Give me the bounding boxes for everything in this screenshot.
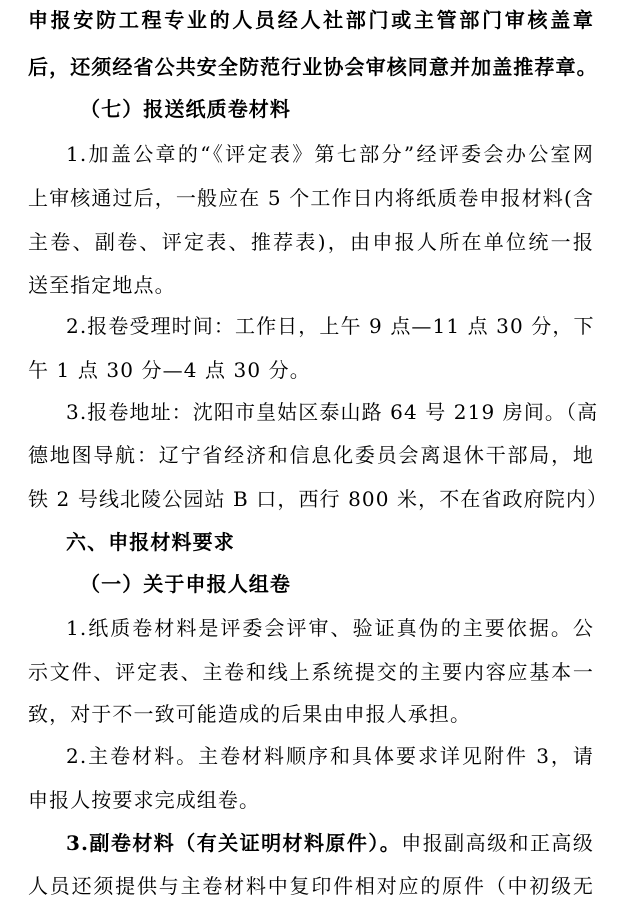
paragraph-line: 主卷、副卷、评定表、推荐表)，由申报人所在单位统一报 [28, 230, 594, 254]
paragraph-line: 申报人按要求完成组卷。 [28, 788, 261, 812]
paragraph-line: 2.报卷受理时间：工作日，上午 9 点—11 点 30 分，下 [66, 314, 595, 338]
paragraph-line [66, 829, 594, 857]
paragraph-line: 3.报卷地址：沈阳市皇姑区泰山路 64 号 219 房间。（高 [66, 400, 599, 424]
paragraph-line: 午 1 点 30 分—4 点 30 分。 [28, 358, 311, 382]
paragraph-line: 1.加盖公章的“《评定表》第七部分”经评委会办公室网 [66, 142, 594, 166]
paragraph-line: 示文件、评定表、主卷和线上系统提交的主要内容应基本一 [28, 660, 594, 684]
subsection-heading-1: （一）关于申报人组卷 [80, 572, 291, 596]
paragraph-line: 德地图导航：辽宁省经济和信息化委员会离退休干部局，地 [28, 443, 594, 467]
paragraph-line: 后，还须经省公共安全防范行业协会审核同意并加盖推荐章。 [28, 55, 598, 79]
paragraph-line: 2.主卷材料。主卷材料顺序和具体要求详见附件 3，请 [66, 744, 594, 768]
paragraph-line: 人员还须提供与主卷材料中复印件相对应的原件（中初级无 [28, 874, 594, 898]
paragraph-line: 1.纸质卷材料是评委会评审、验证真伪的主要依据。公 [66, 616, 594, 640]
paragraph-line: 申报安防工程专业的人员经人社部门或主管部门审核盖章 [28, 8, 594, 32]
paragraph-line: 铁 2 号线北陵公园站 B 口，西行 800 米，不在省政府院内） [28, 487, 609, 511]
bold-lead: 3.副卷材料（有关证明材料原件）。 [66, 831, 402, 855]
paragraph-text: 申报副高级和正高级 [401, 831, 594, 855]
paragraph-line: 送至指定地点。 [28, 273, 176, 297]
paragraph-line: 上审核通过后，一般应在 5 个工作日内将纸质卷申报材料(含 [28, 186, 594, 210]
paragraph-line: 致，对于不一致可能造成的后果由申报人承担。 [28, 702, 472, 726]
section-heading-7: （七）报送纸质卷材料 [80, 97, 291, 121]
section-heading-6: 六、申报材料要求 [66, 530, 235, 554]
